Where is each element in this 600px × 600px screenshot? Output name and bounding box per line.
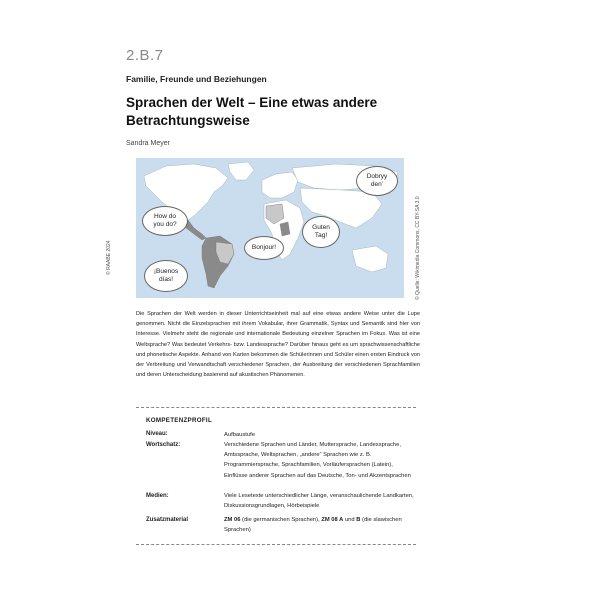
divider-top (136, 407, 416, 408)
bubble-russian: Dobryy den’ (356, 166, 398, 196)
row-label-niveau: Niveau: (146, 431, 168, 437)
row-label-medien: Medien: (146, 493, 169, 499)
map-africa-central (280, 222, 290, 236)
competence-profile-title: KOMPETENZPROFIL (146, 417, 213, 424)
row-value-medien: Viele Lesetexte unterschiedlicher Länge, veranschaulichende Landkarten, Diskussionsgrundlagen, Hörbeispiele (224, 493, 414, 510)
row-label-zusatzmaterial: Zusatzmaterial (146, 517, 189, 523)
intro-paragraph: Die Sprachen der Welt werden in dieser Unterrichtseinheit mal auf eine etwas andere Weise unter die Lupe genommen. Nicht die Einzelsprachen mit ihrem Vokabular, ihrer Grammatik, Syntax und Semantik sind hier von Interesse. Vielmehr steht die regionale und internationale Bedeutung einzelner Sprachen im Fokus. Was ist eine Weltsprache? Was bedeutet Verkehrs- bzw. Landessprache? Darüber hinaus geht es um sprachwissenschaftliche und phonetische Aspekte. Anhand von Karten bekommen die Schülerinnen und Schüler einen ersten Eindruck von der Verbreitung und Verwandtschaft verschiedener Sprachen, der Ausbreitung der verschiedenen Sprachfamilien und deren Unterscheidung basierend auf akustischen Phänomenen. (136, 311, 420, 379)
map-europe (262, 172, 298, 198)
zm-und: und (343, 517, 357, 523)
bubble-german: Guten Tag! (302, 216, 340, 248)
row-value-niveau: Aufbaustufe (224, 432, 255, 438)
bubble-spanish: ¡Buenos días! (144, 260, 188, 292)
zm-06: ZM 06 (224, 517, 241, 523)
zm-06-desc: (die germanischen Sprachen), (240, 517, 322, 523)
world-map (136, 158, 404, 298)
row-label-wortschatz: Wortschatz: (146, 442, 181, 448)
divider-bottom (136, 544, 416, 545)
row-value-zusatzmaterial (224, 515, 414, 535)
author-name: Sandra Meyer (126, 140, 170, 147)
section-number: 2.B.7 (126, 47, 164, 64)
topic-heading: Familie, Freunde und Beziehungen (126, 74, 267, 84)
image-source-note: © Quelle: Wikimedia Commons, CC BY-SA 3.0 (415, 196, 421, 300)
zm-08-desc: (die slawischen Sprachen) (224, 517, 402, 534)
copyright-note: © RAABE 2024 (106, 240, 112, 275)
row-value-wortschatz: Verschiedene Sprachen und Länder, Muttersprache, Landessprache, Amtssprache, Weltsprachen, „andere“ Sprachen wie z. B. Programmiersprache, Sprachfamilien, Vorläufersprachen (Latein), Einflüsse anderer Sprachen auf das Deutsche, Ton- und Akzentsprachen (224, 442, 411, 479)
page-title: Sprachen der Welt – Eine etwas andere Betrachtungsweise (126, 95, 378, 128)
bubble-french: Bonjour! (244, 236, 284, 260)
map-australia (352, 246, 388, 272)
zm-b: B (356, 517, 361, 523)
map-greenland (228, 162, 254, 180)
zm-08a: ZM 08 A (321, 517, 344, 523)
bubble-english: How do you do? (142, 206, 188, 236)
